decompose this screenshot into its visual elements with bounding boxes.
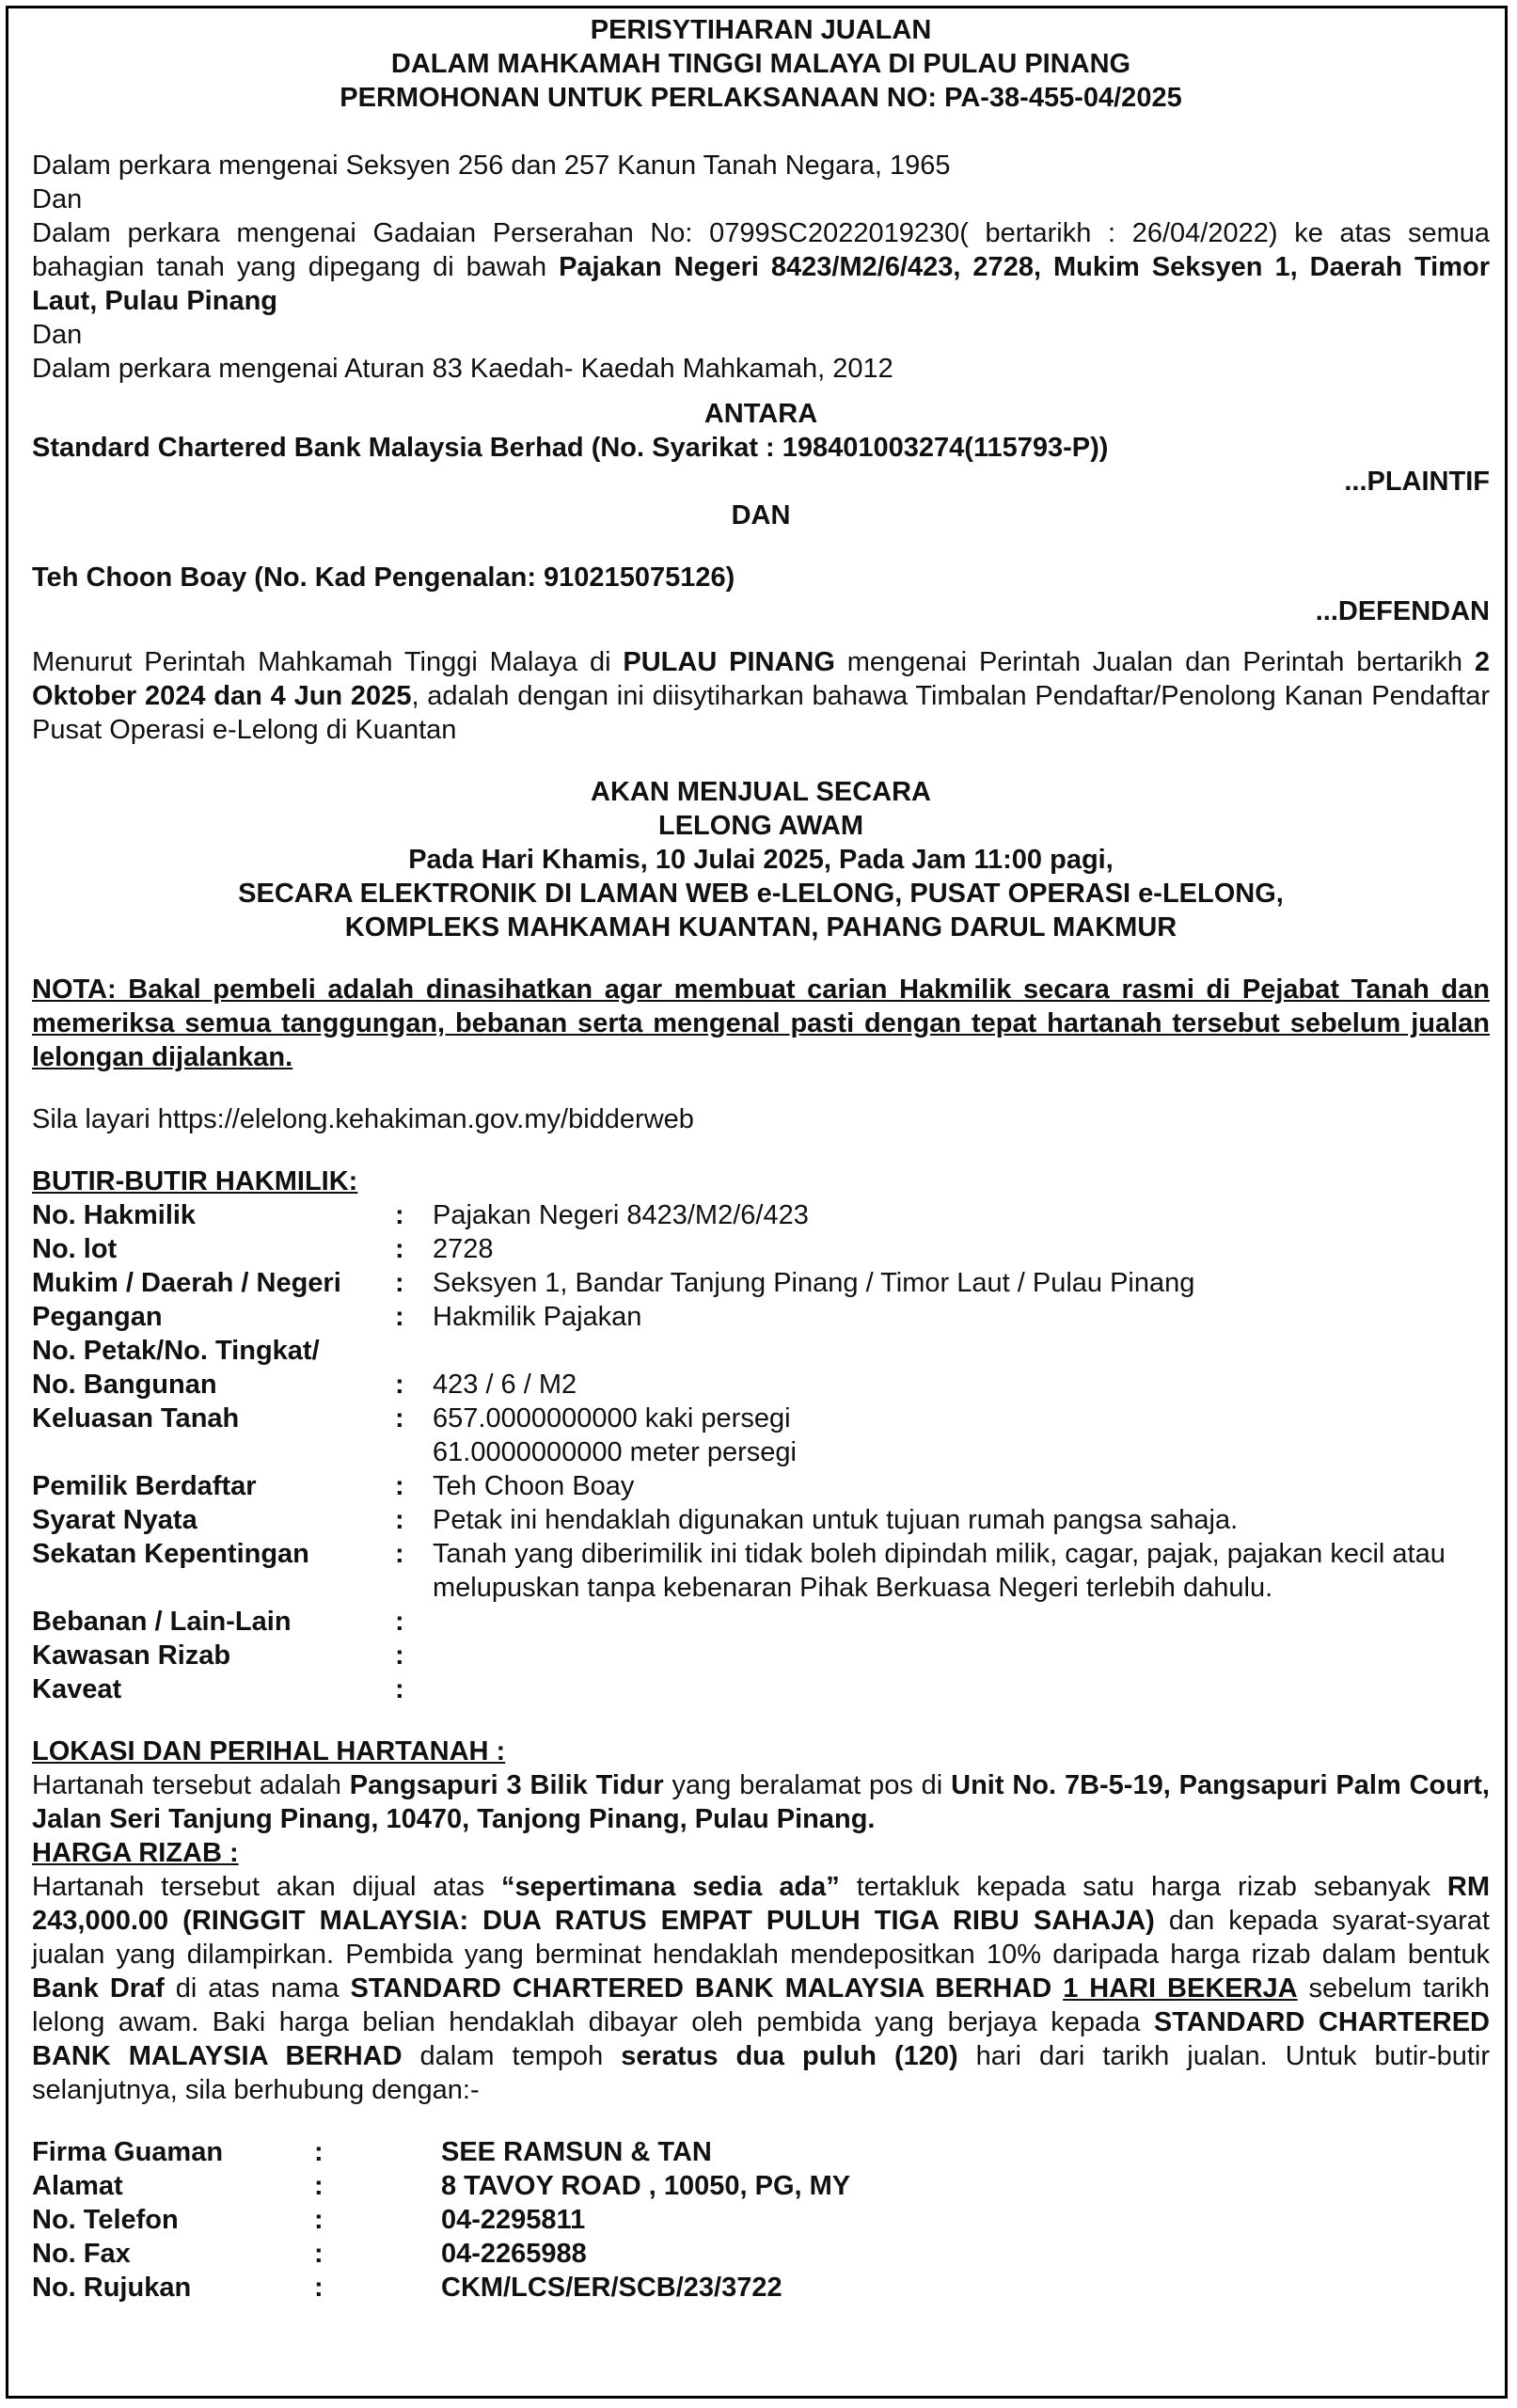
keluasan-row: Keluasan Tanah : 657.0000000000 kaki persegi 61.0000000000 meter persegi bbox=[32, 1403, 797, 1467]
detail-colon: : bbox=[314, 2239, 324, 2269]
location-paragraph: Hartanah tersebut adalah Pangsapuri 3 Bilik Tidur yang beralamat pos di Unit No. 7B-5-19, Pangsapuri Palm Court, Jalan Seri Tanjung Pinang, 10470, Tanjong Pinang, Pulau Pinang. bbox=[32, 1770, 1490, 1834]
matter-land-code: Dalam perkara mengenai Seksyen 256 dan 257 Kanun Tanah Negara, 1965 bbox=[32, 150, 951, 181]
detail-row bbox=[32, 2135, 1490, 2169]
detail-colon: : bbox=[314, 2171, 324, 2201]
between-label: ANTARA bbox=[703, 399, 818, 429]
and-label: DAN bbox=[731, 500, 791, 531]
detail-row bbox=[32, 1300, 1490, 1334]
reserve-heading: HARGA RIZAB : bbox=[32, 1838, 239, 1868]
detail-label: Kawasan Rizab bbox=[32, 1640, 231, 1671]
sale-venue-1: SECARA ELEKTRONIK DI LAMAN WEB e-LELONG, PUSAT OPERASI e-LELONG, bbox=[238, 879, 1284, 909]
detail-row bbox=[32, 1198, 1490, 1232]
detail-value: Seksyen 1, Bandar Tanjung Pinang / Timor Laut / Pulau Pinang bbox=[433, 1268, 1195, 1298]
reserve-paragraph: Hartanah tersebut akan dijual atas “sepertimana sedia ada” tertakluk kepada satu harga rizab sebanyak RM 243,000.00 (RINGGIT MALAYSIA: DUA RATUS EMPAT PULUH TIGA RIBU SAHAJA) dan kepada syarat-syarat jualan yang dilampirkan. Pembida yang berminat hendaklah mendepositkan 10% daripada harga rizab dalam bentuk Bank Draf di atas nama STANDARD CHARTERED BANK MALAYSIA BERHAD 1 HARI BEKERJA sebelum tarikh lelong awam. Baki harga belian hendaklah dibayar oleh pembida yang berjaya kepada STANDARD CHARTERED BANK MALAYSIA BERHAD dalam tempoh seratus dua puluh (120) hari dari tarikh jualan. Untuk butir-butir selanjutnya, sila berhubung dengan:- bbox=[32, 1872, 1490, 2105]
bangunan-row: No. Bangunan : 423 / 6 / M2 bbox=[32, 1370, 577, 1400]
detail-label: No. lot bbox=[32, 1234, 118, 1264]
detail-value bbox=[433, 1639, 1490, 1672]
detail-value: Tanah yang diberimilik ini tidak boleh dipindah milik, cagar, pajak, pajakan kecil atau melupuskan tanpa kebenaran Pihak Berkuasa Negeri terlebih dahulu. bbox=[433, 1539, 1446, 1603]
detail-label: Sekatan Kepentingan bbox=[32, 1539, 309, 1569]
detail-row bbox=[32, 1537, 1490, 1605]
sale-date: Pada Hari Khamis, 10 Julai 2025, Pada Jam 11:00 pagi, bbox=[408, 845, 1114, 875]
detail-value: Hakmilik Pajakan bbox=[433, 1302, 642, 1332]
detail-row bbox=[32, 2169, 1490, 2203]
detail-label: Firma Guaman bbox=[32, 2137, 224, 2167]
detail-value: 8 TAVOY ROAD , 10050, PG, MY bbox=[441, 2171, 851, 2201]
detail-label: Bebanan / Lain-Lain bbox=[32, 1607, 292, 1637]
plaintiff-tag: ...PLAINTIF bbox=[1344, 467, 1490, 497]
location-heading: LOKASI DAN PERIHAL HARTANAH : bbox=[32, 1736, 506, 1766]
detail-value: 04-2295811 bbox=[441, 2205, 586, 2235]
detail-label: No. Rujukan bbox=[32, 2273, 192, 2303]
detail-row bbox=[32, 1672, 1490, 1706]
detail-colon: : bbox=[395, 1471, 404, 1501]
contact-details bbox=[32, 2135, 1490, 2305]
detail-row bbox=[32, 1266, 1490, 1300]
detail-label: No. Fax bbox=[32, 2239, 131, 2269]
application-number: PERMOHONAN UNTUK PERLAKSANAAN NO: PA-38-455-04/2025 bbox=[340, 83, 1182, 113]
detail-colon: : bbox=[395, 1505, 404, 1535]
petak-row: No. Petak/No. Tingkat/ bbox=[32, 1336, 320, 1366]
detail-label: No. Telefon bbox=[32, 2205, 179, 2235]
website-link[interactable]: Sila layari https://elelong.kehakiman.gov.my/bidderweb bbox=[32, 1104, 694, 1134]
detail-colon: : bbox=[395, 1539, 404, 1569]
detail-value: CKM/LCS/ER/SCB/23/3722 bbox=[441, 2273, 782, 2303]
court-order-paragraph: Menurut Perintah Mahkamah Tinggi Malaya di PULAU PINANG mengenai Perintah Jualan dan Perintah bertarikh 2 Oktober 2024 dan 4 Jun 2025, adalah dengan ini diisytiharkan bahawa Timbalan Pendaftar/Penolong Kanan Pendaftar Pusat Operasi e-Lelong di Kuantan bbox=[32, 647, 1491, 745]
sale-line-2: LELONG AWAM bbox=[657, 811, 864, 841]
matter-rules: Dalam perkara mengenai Aturan 83 Kaedah- Kaedah Mahkamah, 2012 bbox=[32, 354, 893, 384]
detail-value: 2728 bbox=[433, 1234, 494, 1264]
detail-row bbox=[32, 1503, 1490, 1537]
detail-row bbox=[32, 2237, 1490, 2271]
detail-row bbox=[32, 2203, 1490, 2237]
detail-label: Syarat Nyata bbox=[32, 1505, 198, 1535]
matter-charge: Dalam perkara mengenai Gadaian Perserahan No: 0799SC2022019230( bertarikh : 26/04/2022) ke atas semua bahagian tanah yang dipegang di bawah Pajakan Negeri 8423/M2/6/423, 2728, Mukim Seksyen 1, Daerah Timor Laut, Pulau Pinang bbox=[32, 218, 1490, 316]
matter-and-1: Dan bbox=[32, 184, 83, 214]
detail-colon: : bbox=[395, 1302, 404, 1332]
detail-label: Kaveat bbox=[32, 1674, 122, 1704]
title-details-heading: BUTIR-BUTIR HAKMILIK: bbox=[32, 1166, 358, 1196]
detail-colon: : bbox=[395, 1674, 404, 1704]
detail-colon: : bbox=[395, 1640, 404, 1671]
detail-value: Petak ini hendaklah digunakan untuk tujuan rumah pangsa sahaja. bbox=[433, 1505, 1239, 1535]
detail-colon: : bbox=[395, 1200, 404, 1230]
detail-label: Pegangan bbox=[32, 1302, 163, 1332]
detail-colon: : bbox=[314, 2273, 324, 2303]
detail-value: SEE RAMSUN & TAN bbox=[441, 2137, 712, 2167]
detail-colon: : bbox=[314, 2205, 324, 2235]
detail-colon: : bbox=[314, 2137, 324, 2167]
detail-row bbox=[32, 1605, 1490, 1639]
detail-value bbox=[433, 1672, 1490, 1706]
detail-value bbox=[433, 1605, 1490, 1639]
notice-title: PERISYTIHARAN JUALAN bbox=[590, 15, 932, 45]
detail-value: Pajakan Negeri 8423/M2/6/423 bbox=[433, 1200, 809, 1230]
sale-line-1: AKAN MENJUAL SECARA bbox=[591, 777, 931, 807]
detail-colon: : bbox=[395, 1268, 404, 1298]
sale-notice bbox=[32, 13, 1490, 2305]
detail-value: 04-2265988 bbox=[441, 2239, 587, 2269]
title-details-list-2 bbox=[32, 1469, 1490, 1706]
detail-row bbox=[32, 1232, 1490, 1266]
plaintiff-name: Standard Chartered Bank Malaysia Berhad (No. Syarikat : 198401003274(115793-P)) bbox=[32, 433, 1109, 463]
detail-label: Pemilik Berdaftar bbox=[32, 1471, 257, 1501]
detail-row bbox=[32, 1469, 1490, 1503]
detail-colon: : bbox=[395, 1607, 404, 1637]
detail-row bbox=[32, 2271, 1490, 2305]
sale-venue-2: KOMPLEKS MAHKAMAH KUANTAN, PAHANG DARUL MAKMUR bbox=[344, 912, 1177, 943]
detail-colon: : bbox=[395, 1234, 404, 1264]
detail-value: Teh Choon Boay bbox=[433, 1471, 635, 1501]
matter-and-2: Dan bbox=[32, 320, 83, 350]
court-name: DALAM MAHKAMAH TINGGI MALAYA DI PULAU PINANG bbox=[390, 49, 1131, 79]
detail-label: No. Hakmilik bbox=[32, 1200, 197, 1230]
title-details-list bbox=[32, 1198, 1490, 1334]
detail-label: Mukim / Daerah / Negeri bbox=[32, 1268, 341, 1298]
buyer-note: NOTA: Bakal pembeli adalah dinasihatkan agar membuat carian Hakmilik secara rasmi di Pejabat Tanah dan memeriksa semua tanggungan, bebanan serta mengenal pasti dengan tepat hartanah tersebut sebelum jualan lelongan dijalankan. bbox=[32, 974, 1490, 1072]
defendant-name: Teh Choon Boay (No. Kad Pengenalan: 910215075126) bbox=[32, 562, 735, 593]
lease-title: Pajakan Negeri 8423/M2/6/423, 2728, Mukim Seksyen 1, Daerah Timor Laut, Pulau Pinang bbox=[32, 252, 1490, 316]
defendant-tag: ...DEFENDAN bbox=[1315, 596, 1490, 626]
detail-label: Alamat bbox=[32, 2171, 123, 2201]
detail-row bbox=[32, 1639, 1490, 1672]
